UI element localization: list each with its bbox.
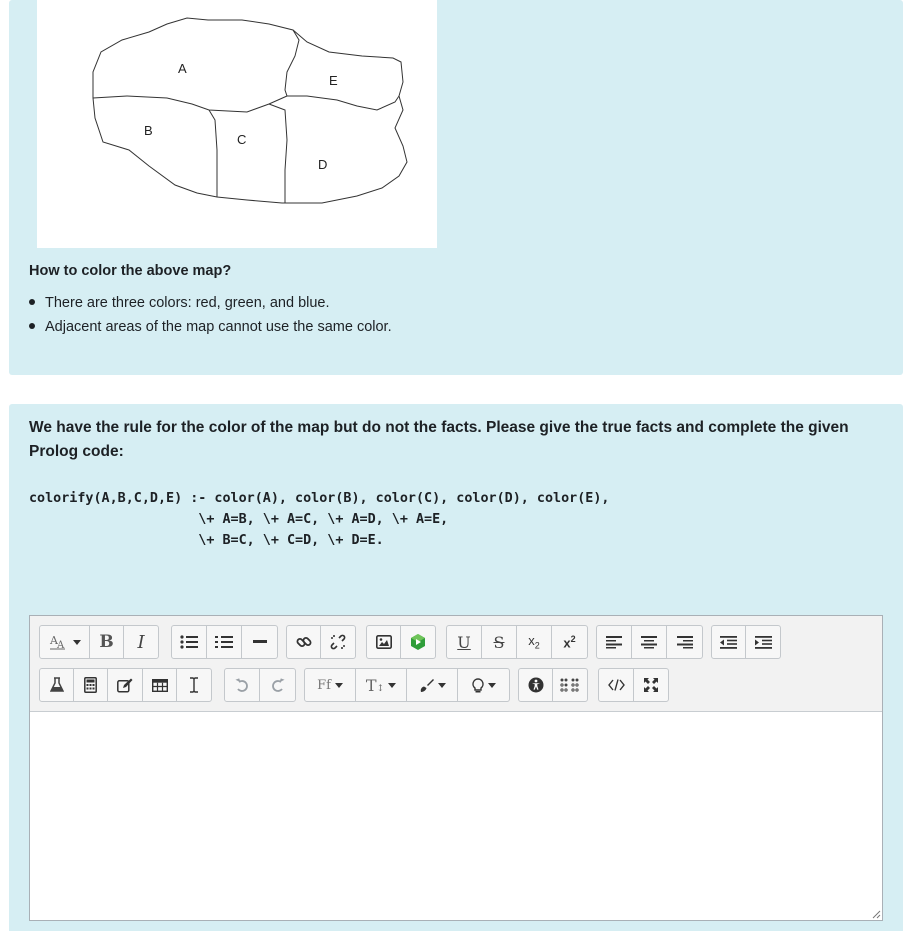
rule-item: There are three colors: red, green, and blue. (29, 292, 392, 316)
chemistry-button[interactable] (40, 669, 74, 701)
paintbrush-icon (419, 678, 434, 693)
outdent-icon (720, 636, 737, 649)
text-style-icon (49, 634, 69, 650)
code-line: \+ A=B, \+ A=C, \+ A=D, \+ A=E, (29, 512, 449, 527)
unlink-icon (330, 634, 346, 650)
braille-icon (560, 678, 580, 692)
question-task-panel (9, 404, 903, 931)
map-drawing (37, 0, 437, 248)
html-source-button[interactable] (599, 669, 634, 701)
media-icon (410, 634, 426, 650)
accessibility-checker-button[interactable] (519, 669, 553, 701)
prolog-code-block (29, 488, 609, 551)
map-image (37, 0, 437, 248)
insert-media-button[interactable] (401, 626, 435, 658)
svg-text:A: A (49, 634, 58, 647)
map-label-c: C (237, 132, 247, 147)
editor-toolbar (30, 616, 882, 712)
edit-icon (117, 678, 133, 693)
align-center-button[interactable] (632, 626, 667, 658)
font-size-button[interactable]: T↕ (356, 669, 407, 701)
undo-icon (235, 678, 250, 693)
svg-text:A: A (56, 640, 64, 650)
bullet-list-icon (180, 635, 198, 649)
numbered-list-icon (215, 635, 233, 649)
view-group (598, 668, 669, 702)
chevron-down-icon (73, 640, 81, 645)
media-group (366, 625, 436, 659)
italic-button[interactable]: I (137, 631, 145, 653)
superscript-button[interactable]: $x^2$ (563, 633, 576, 651)
i-beam-icon (189, 677, 199, 693)
text-format-group (446, 625, 588, 659)
image-icon (376, 635, 392, 649)
bold-button[interactable]: B (90, 626, 124, 658)
accessibility-group (518, 668, 588, 702)
map-label-e: E (329, 73, 338, 88)
history-group (224, 668, 296, 702)
code-line: \+ B=C, \+ C=D, \+ D=E. (29, 533, 384, 548)
font-style-group (39, 625, 159, 659)
list-group (171, 625, 278, 659)
flask-icon (50, 677, 64, 693)
font-group (304, 668, 510, 702)
fullscreen-button[interactable] (634, 669, 668, 701)
map-label-a: A (178, 61, 187, 76)
align-center-icon (641, 636, 657, 649)
horizontal-rule-button[interactable] (242, 626, 277, 658)
underline-button[interactable]: U (447, 626, 482, 658)
task-prompt: We have the rule for the color of the map but do not the facts. Please give the true facts and complete the given Prolog code: (29, 419, 849, 460)
font-family-button[interactable]: Ff (305, 669, 356, 701)
chevron-down-icon (438, 683, 446, 688)
align-left-icon (606, 636, 622, 649)
align-right-button[interactable] (667, 626, 702, 658)
chevron-down-icon (488, 683, 496, 688)
question-info-panel (9, 0, 903, 375)
calculator-icon (84, 677, 97, 693)
code-icon (608, 679, 625, 691)
ordered-list-button[interactable] (207, 626, 242, 658)
text-cursor-button[interactable] (177, 669, 211, 701)
code-line: colorify(A,B,C,D,E) :- color(A), color(B), color(C), color(D), color(E), (29, 491, 610, 506)
rules-list (29, 292, 392, 340)
calculator-button[interactable] (74, 669, 108, 701)
redo-button[interactable] (260, 669, 295, 701)
editor-content-area[interactable] (30, 712, 882, 920)
link-group (286, 625, 356, 659)
strikethrough-button[interactable]: S (482, 626, 517, 658)
expand-icon (644, 678, 658, 692)
indent-button[interactable] (746, 626, 780, 658)
subscript-button[interactable]: $x_2$ (517, 626, 552, 658)
outdent-button[interactable] (712, 626, 746, 658)
lightbulb-icon (472, 678, 484, 693)
align-group (596, 625, 703, 659)
accessibility-icon (528, 677, 544, 693)
table-icon (152, 679, 168, 692)
indent-group (711, 625, 781, 659)
intro-heading: How to color the above map? (29, 263, 232, 279)
insert-tools-group (39, 668, 212, 702)
link-button[interactable] (287, 626, 321, 658)
horizontal-rule-icon (253, 640, 267, 644)
resize-handle-icon[interactable] (872, 910, 881, 919)
unlink-button[interactable] (321, 626, 355, 658)
align-right-icon (677, 636, 693, 649)
indent-icon (755, 636, 772, 649)
answer-editor (29, 615, 883, 921)
paragraph-style-button[interactable] (40, 626, 90, 658)
chevron-down-icon (388, 683, 396, 688)
map-label-b: B (144, 123, 153, 138)
hint-button[interactable] (458, 669, 509, 701)
unordered-list-button[interactable] (172, 626, 207, 658)
link-icon (296, 634, 312, 650)
edit-equation-button[interactable] (108, 669, 143, 701)
rule-item: Adjacent areas of the map cannot use the same color. (29, 316, 392, 340)
redo-icon (270, 678, 285, 693)
chevron-down-icon (335, 683, 343, 688)
map-label-d: D (318, 157, 328, 172)
align-left-button[interactable] (597, 626, 632, 658)
insert-table-button[interactable] (143, 669, 177, 701)
font-color-button[interactable] (407, 669, 458, 701)
insert-image-button[interactable] (367, 626, 401, 658)
undo-button[interactable] (225, 669, 260, 701)
screenreader-helper-button[interactable] (553, 669, 587, 701)
